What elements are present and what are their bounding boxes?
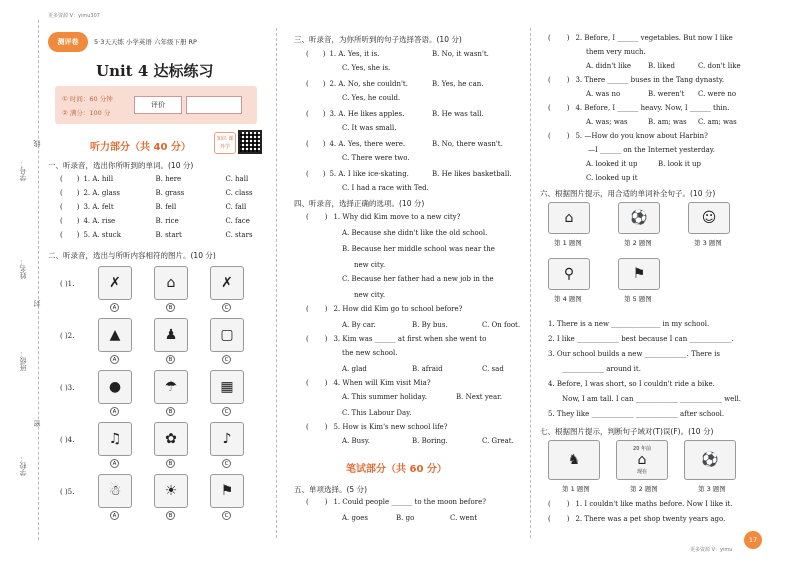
option-letter: A (110, 407, 119, 416)
section2-picture[interactable] (210, 370, 244, 404)
s5q3-option-b: B. weren't (648, 90, 685, 98)
s4q1-option-b: B. Because her middle school was near the (342, 245, 495, 253)
s6-caption: 第 4 题图 (554, 295, 582, 303)
page-number: 17 (744, 531, 762, 549)
option-letter: C (222, 511, 231, 520)
option-letter: C (222, 303, 231, 312)
column-divider (276, 28, 277, 538)
s5q3-question: 3. There ______ buses in the Tang dynasty. (575, 76, 725, 84)
evaluation-field[interactable] (186, 96, 242, 114)
s5q2-option-a: A. didn't like (586, 62, 632, 70)
student-number-label: 学号： (19, 160, 27, 181)
s6-picture (688, 202, 730, 234)
column-divider (530, 28, 531, 538)
s1-option-a: 4. A. rise (83, 217, 116, 225)
s1-option-c: C. class (225, 189, 253, 197)
section6-pictures (548, 202, 768, 310)
s7-picture-3 (684, 440, 736, 480)
brand-logo: 测评卷 (48, 32, 88, 52)
option-letter: B (166, 355, 175, 364)
watermark: 更多资源 V：yimu307 (48, 13, 100, 19)
school-label: 学校： (19, 455, 27, 476)
pet-shop-icon: ⌂ (637, 452, 647, 468)
illustration-icon: ⌂ (564, 210, 574, 226)
s6-picture (618, 258, 660, 290)
s5q4-option-a: A. was; was (586, 118, 628, 126)
book-info: 5·3天天练 小学英语 六年级下册 RP (94, 38, 197, 46)
line-mark: 线 (33, 140, 41, 147)
section2-row-number[interactable]: ( )4. (60, 436, 75, 444)
s6-caption: 第 1 题图 (554, 239, 582, 247)
section2-picture[interactable] (98, 474, 132, 508)
s3-option-a: 3. A. He likes apples. (329, 110, 405, 118)
s1-option-b: B. fell (155, 203, 177, 211)
watermark-bottom: 更多资源 V：yimu (690, 547, 733, 553)
s3-option-c: C. Yes, he could. (342, 94, 401, 102)
s4q3-option-c: C. sad (482, 365, 504, 373)
section3-item (306, 110, 530, 118)
option-letter: B (166, 511, 175, 520)
s1-option-a: 1. A. hill (83, 175, 114, 183)
s7-caption-3: 第 3 题图 (698, 485, 726, 493)
s1-option-a: 2. A. glass (83, 189, 120, 197)
s1-option-c: C. stars (225, 231, 253, 239)
s6-caption: 第 3 题图 (694, 239, 722, 247)
s4q1-option-c-cont: new city. (354, 291, 386, 299)
section2-picture[interactable] (210, 474, 244, 508)
s3-option-a: 1. A. Yes, it is. (329, 50, 380, 58)
s3-option-a: 2. A. No, she couldn't. (329, 80, 408, 88)
s4q2-question: 2. How did Kim go to school before? (333, 305, 463, 313)
s3-option-c: C. There were two. (342, 154, 410, 162)
s5q5-option-a: A. looked it up (586, 160, 638, 168)
ping-pong-icon: ⚽ (701, 452, 719, 468)
s3-option-a: 4. A. Yes, there were. (329, 140, 406, 148)
s6-picture (548, 258, 590, 290)
section2-picture[interactable] (154, 266, 188, 300)
s4q3-question-cont: the new school. (342, 349, 398, 357)
answer-bracket[interactable]: ( ) (306, 110, 326, 118)
time-limit: ① 时间：60 分钟 (62, 95, 113, 103)
illustration-icon: ✿ (165, 431, 177, 447)
illustration-icon: ▦ (220, 379, 234, 395)
s1-option-a: 3. A. felt (83, 203, 114, 211)
section2-row-number[interactable]: ( )1. (60, 280, 75, 288)
option-letter: A (110, 355, 119, 364)
s6-item-4: 4. Before, I was short, so I couldn't ride a bike. (548, 380, 715, 388)
s6-item-1: 1. There is a new ______________ in my school. (548, 320, 710, 328)
answer-bracket[interactable]: ( ) (60, 217, 80, 225)
s7-caption-1: 第 1 题图 (562, 485, 590, 493)
s5q2-option-c: C. don't like (698, 62, 741, 70)
s3-option-b: B. He was tall. (432, 110, 484, 118)
section5-title: 五、单项选择。(5 分) (294, 485, 368, 494)
section2-picture[interactable] (98, 422, 132, 456)
s4q2-option-c: C. On foot. (482, 321, 521, 329)
s5q1-question: 1. Could people ______ to the moon before? (333, 498, 486, 506)
s1-option-b: B. here (155, 175, 182, 183)
s6-caption: 第 5 题图 (624, 295, 652, 303)
s4q5-option-a: A. Busy. (342, 437, 370, 445)
page-title: Unit 4 达标练习 (96, 62, 214, 80)
evaluation-label: 评价 (134, 96, 182, 114)
s7-item-1: 1. I couldn't like maths before. Now I like it. (575, 500, 733, 508)
s4q4-option-a: A. This summer holiday. (342, 393, 427, 401)
s7-picture-2 (616, 440, 668, 480)
illustration-icon: ☂ (164, 379, 178, 395)
s4q1-option-b-cont: new city. (354, 261, 386, 269)
section2-picture[interactable] (154, 422, 188, 456)
s4q5-option-c: C. Great. (482, 437, 514, 445)
s4q3-option-a: A. glad (342, 365, 367, 373)
section2-row-number[interactable]: ( )2. (60, 332, 75, 340)
section2-picture[interactable] (98, 266, 132, 300)
option-letter: A (110, 459, 119, 468)
s4q3-option-b: B. afraid (412, 365, 443, 373)
s7-item-2: 2. There was a pet shop twenty years ago. (575, 515, 726, 523)
section2-picture[interactable] (154, 474, 188, 508)
section3-item (306, 80, 530, 88)
option-letter: A (110, 303, 119, 312)
answer-bracket[interactable]: ( ) (60, 175, 80, 183)
s3-option-a: 5. A. I like ice-skating. (329, 170, 409, 178)
option-letter: B (166, 459, 175, 468)
listening-part-title: 听力部分（共 40 分） (90, 142, 191, 153)
written-part-title: 笔试部分（共 60 分） (346, 464, 447, 475)
s4q2-option-a: A. By car. (342, 321, 376, 329)
s5q2-option-b: B. liked (648, 62, 675, 70)
option-letter: B (166, 407, 175, 416)
s5q4-option-b: B. am; was (648, 118, 687, 126)
s3-option-b: B. He likes basketball. (432, 170, 512, 178)
s4q5-question: 5. How is Kim's new school life? (333, 423, 448, 431)
section2-picture[interactable] (98, 370, 132, 404)
s5q4-option-c: C. am; was (698, 118, 737, 126)
section2-row-number[interactable]: ( )5. (60, 488, 75, 496)
illustration-icon: ☺ (701, 210, 717, 226)
s5q1-option-a: A. goes (342, 514, 368, 522)
s3-option-c: C. Yes, she is. (342, 64, 391, 72)
section2-row-number[interactable]: ( )3. (60, 384, 75, 392)
s6-item-5: 5. They like ____________ ____________ after school. (548, 410, 725, 418)
s1-option-b: B. start (155, 231, 182, 239)
s4q1-question: 1. Why did Kim move to a new city? (333, 213, 461, 221)
illustration-icon: ♟ (164, 327, 178, 343)
s5q5-option-c: C. looked up it (586, 174, 638, 182)
illustration-icon: ⚑ (220, 483, 234, 499)
student-name-label: 姓名： (19, 258, 27, 279)
s5q5-question-cont: —I ______ on the Internet yesterday. (588, 146, 716, 154)
s6-item-4-cont: Now, I am tall. I can ____________ ____________ well. (562, 395, 741, 403)
s7-picture-1 (548, 440, 600, 480)
option-letter: A (110, 511, 119, 520)
s1-option-b: B. grass (155, 189, 185, 197)
s6-picture (618, 202, 660, 234)
section1-row (60, 217, 250, 225)
section2-picture[interactable] (154, 370, 188, 404)
section7-title: 七、根据图片提示，判断句子域对(T)误(F)。(10 分) (540, 427, 714, 436)
illustration-icon: ▢ (220, 327, 234, 343)
classroom-icon: ♞ (567, 452, 581, 468)
answer-bracket[interactable]: ( ) (306, 170, 326, 178)
s6-caption: 第 2 题图 (624, 239, 652, 247)
answer-bracket[interactable]: ( ) (306, 140, 326, 148)
s5q3-option-a: A. was no (586, 90, 621, 98)
s5q4-question: 4. Before, I ______ heavy. Now, I ______ thin. (575, 104, 730, 112)
s3-option-c: C. It was small. (342, 124, 397, 132)
s1-option-c: C. face (225, 217, 250, 225)
answer-bracket[interactable]: ( ) (306, 50, 326, 58)
section3-title: 三、听录音，为你所听到的句子选择答语。(10 分) (294, 35, 462, 44)
s7-year-past: 20 年前 (633, 446, 651, 452)
illustration-icon: ⚽ (630, 210, 648, 226)
s6-picture (548, 202, 590, 234)
s3-option-b: B. Yes, he can. (432, 80, 484, 88)
s3-option-b: B. No, it wasn't. (432, 50, 489, 58)
seal-mark: 封 (33, 300, 41, 307)
s6-item-3: 3. Our school builds a new ____________. There is (548, 350, 720, 358)
illustration-icon: ⌂ (166, 275, 176, 291)
class-label: 班级： (19, 350, 27, 371)
s4q4-question: 4. When will Kim visit Mia? (333, 379, 431, 387)
answer-bracket[interactable]: ( ) (60, 231, 80, 239)
s5q5-option-b: B. look it up (658, 160, 701, 168)
section2-picture[interactable] (210, 318, 244, 352)
binding-line (38, 20, 39, 540)
answer-bracket[interactable]: ( ) (60, 203, 80, 211)
illustration-icon: ⚲ (563, 266, 575, 282)
illustration-icon: ☃ (108, 483, 122, 499)
section1-row (60, 203, 246, 211)
s4q2-option-b: B. By bus. (412, 321, 448, 329)
illustration-icon: ✗ (221, 275, 233, 291)
section2-picture[interactable] (98, 318, 132, 352)
answer-bracket[interactable]: ( ) (306, 80, 326, 88)
s4q1-option-c: C. Because her father had a new job in the (342, 275, 494, 283)
section1-row (60, 175, 248, 183)
section1-row (60, 189, 253, 197)
s6-item-2: 2. I like ____________ best because I can ____________. (548, 335, 734, 343)
option-letter: B (166, 303, 175, 312)
option-letter: C (222, 407, 231, 416)
s4q5-option-b: B. Boring. (412, 437, 448, 445)
s6-item-3-cont: ____________ around it. (562, 365, 641, 373)
illustration-icon: ♫ (108, 431, 122, 447)
illustration-icon: ✗ (109, 275, 121, 291)
section1-row (60, 231, 253, 239)
illustration-icon: ● (108, 379, 122, 395)
s5q5-question: 5. —How do you know about Harbin? (575, 132, 708, 140)
secret-mark: 密 (33, 420, 41, 427)
qr-code-icon[interactable] (238, 130, 262, 154)
s5q3-option-c: C. were no (698, 90, 737, 98)
s3-option-b: B. No, there wasn't. (432, 140, 503, 148)
illustration-icon: ▲ (109, 327, 121, 343)
s4q1-option-a: A. Because she didn't like the old school. (342, 229, 488, 237)
s5q2-question: 2. Before, I ______ vegetables. But now I like (575, 34, 733, 42)
s1-option-c: C. hall (225, 175, 249, 183)
tip-badge: 知识 课外学 (214, 132, 236, 154)
answer-bracket[interactable]: ( ) (60, 189, 80, 197)
section2-picture[interactable] (210, 266, 244, 300)
s4q4-option-c: C. This Labour Day. (342, 409, 412, 417)
illustration-icon: ☀ (164, 483, 178, 499)
section2-title: 二、听录音，选出与所听内容相符的图片。(10 分) (48, 251, 216, 260)
section2-picture[interactable] (210, 422, 244, 456)
section2-picture[interactable] (154, 318, 188, 352)
s4q3-question: 3. Kim was ______ at first when she went to (333, 335, 487, 343)
s1-option-a: 5. A. stuck (83, 231, 121, 239)
section6-title: 六、根据图片提示，用合适的单词补全句子。(10 分) (540, 189, 716, 198)
full-score: ② 满分：100 分 (62, 109, 111, 117)
option-letter: C (222, 459, 231, 468)
s1-option-b: B. rice (155, 217, 179, 225)
s5q1-option-c: C. went (450, 514, 478, 522)
illustration-icon: ⚑ (632, 266, 646, 282)
s5q1-option-b: B. go (396, 514, 415, 522)
s5q2-question-cont: them very much. (586, 48, 646, 56)
section7-pictures (548, 440, 768, 496)
illustration-icon: ♪ (222, 431, 232, 447)
section3-item (306, 50, 530, 58)
section1-title: 一、听录音，选出你所听到的单词。(10 分) (48, 161, 194, 170)
s7-year-now: 现在 (636, 469, 647, 475)
s3-option-c: C. I had a race with Ted. (342, 184, 429, 192)
s1-option-c: C. fall (225, 203, 247, 211)
s7-caption-2: 第 2 题图 (630, 485, 658, 493)
s4q4-option-b: B. Next year. (456, 393, 502, 401)
option-letter: C (222, 355, 231, 364)
section4-title: 四、听录音，选择正确的选项。(10 分) (294, 199, 425, 208)
